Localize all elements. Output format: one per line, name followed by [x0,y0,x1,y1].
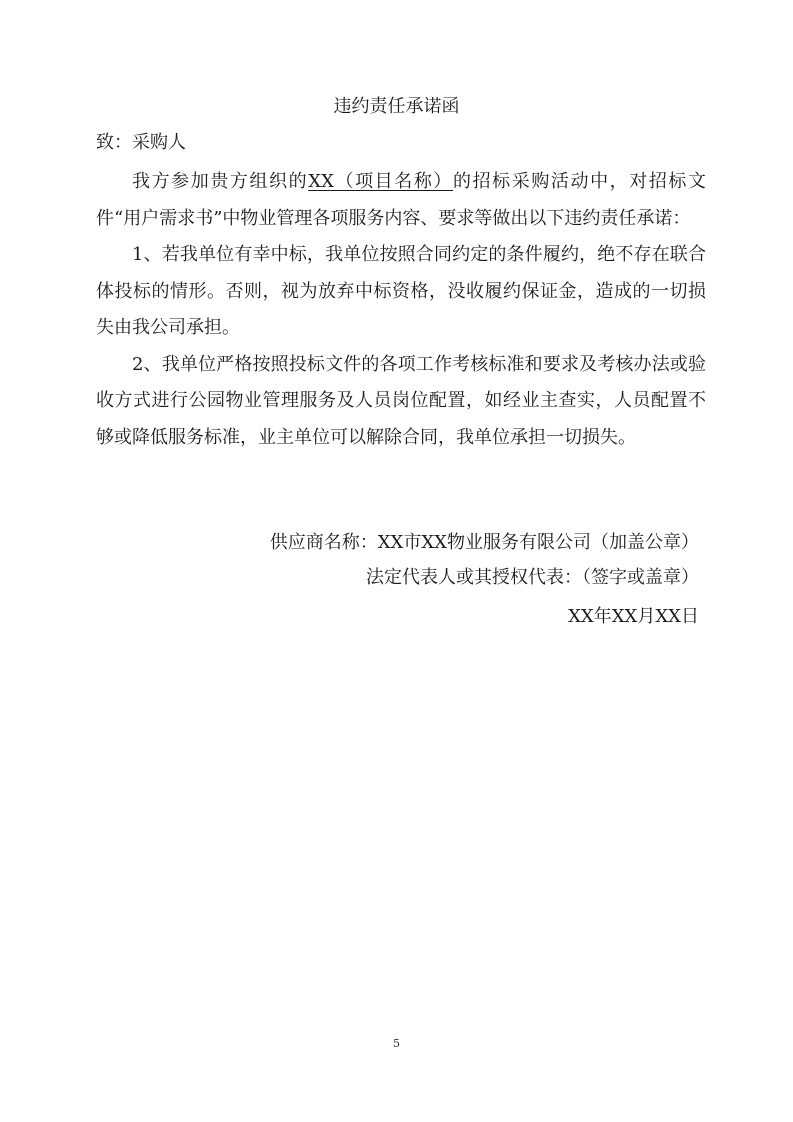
intro-paragraph [96,164,706,237]
date-line: XX年XX月XX日 [568,606,699,627]
intro-text-before: 我方参加贵方组织的 [132,171,309,192]
document-title: 违约责任承诺函 [333,96,460,117]
intro-text-after: 的招标采购活动中，对招标文件“用户需求书”中物业管理各项服务内容、要求等做出以下违约责任承诺： [96,171,706,229]
clause-1: 1、若我单位有幸中标，我单位按照合同约定的条件履约，绝不存在联合体投标的情形。否则，视为放弃中标资格，没收履约保证金，造成的一切损失由我公司承担。 [96,244,706,338]
salutation: 致：采购人 [96,132,186,153]
supplier-name-line: 供应商名称：XX市XX物业服务有限公司（加盖公章） [269,532,699,553]
legal-representative-line: 法定代表人或其授权代表：（签字或盖章） [366,567,699,588]
clause-2: 2、我单位严格按照投标文件的各项工作考核标准和要求及考核办法或验收方式进行公园物业管理服务及人员岗位配置，如经业主查实，人员配置不够或降低服务标准，业主单位可以解除合同，我单位承担一切损失。 [96,353,706,448]
page-number: 5 [393,1037,400,1050]
document-body [96,164,706,456]
project-name-underlined: XX（项目名称） [308,171,453,192]
